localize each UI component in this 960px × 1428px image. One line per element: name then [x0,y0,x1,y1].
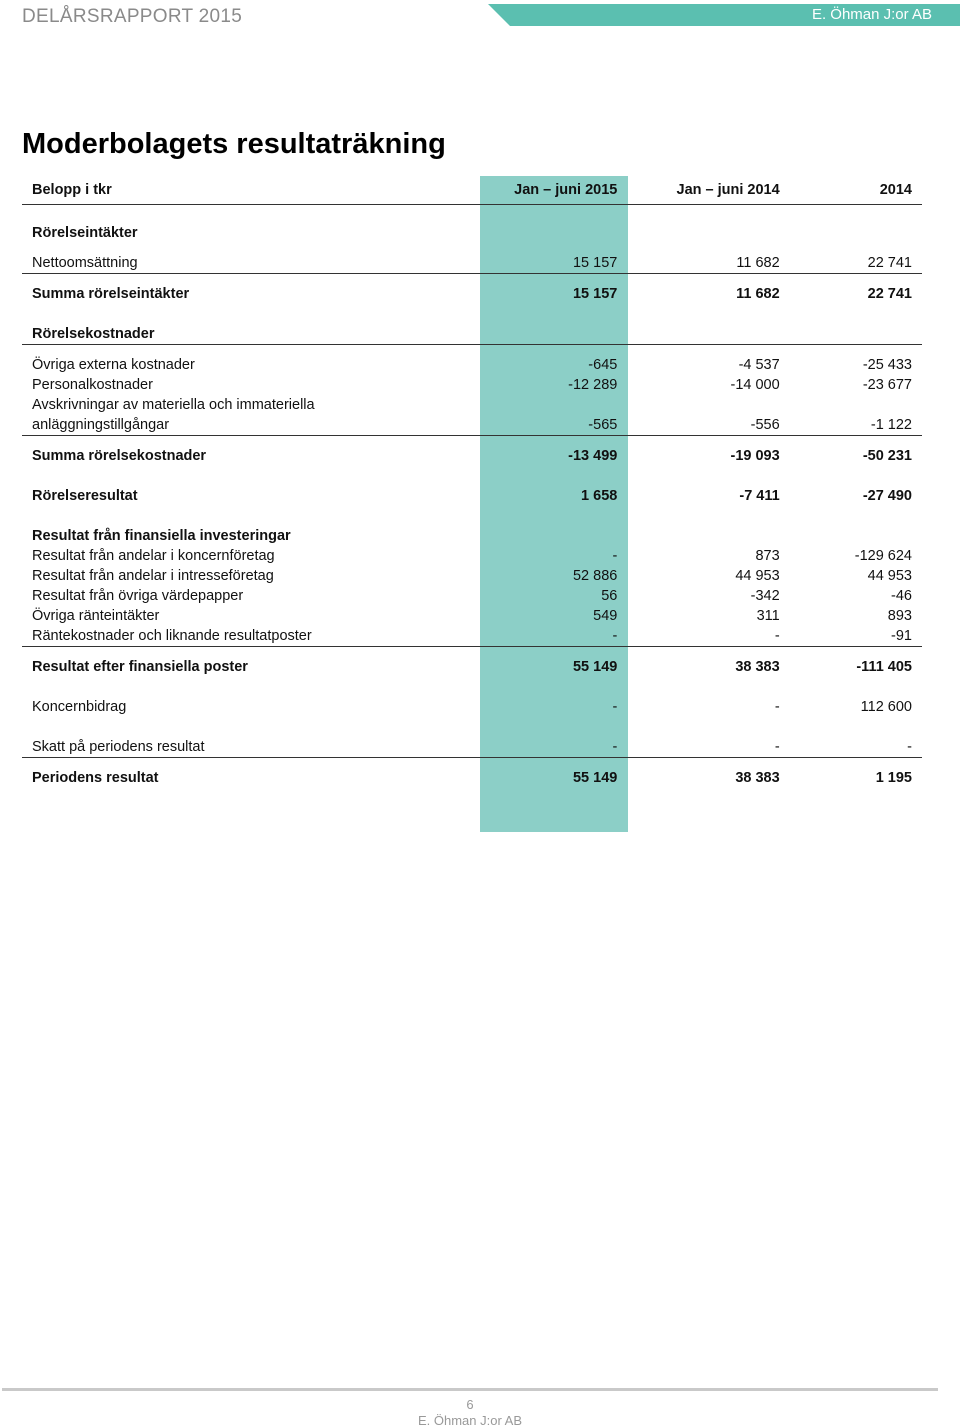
table-row [22,697,922,717]
value-cell: 44 953 [735,568,780,584]
value-cell: -91 [790,626,922,647]
value-cell: -19 093 [730,448,780,464]
value-cell: -12 289 [568,377,618,393]
value-cell: 873 [755,548,780,564]
value-cell: 22 741 [790,253,922,274]
value-cell: -7 411 [739,488,780,504]
row-label: Avskrivningar av materiella och immateriella [32,397,315,413]
value-cell: 44 953 [867,568,912,584]
table-row [22,586,922,606]
column-header-2015h1: Jan – juni 2015 [479,176,627,205]
value-cell: -565 [479,415,627,436]
value-cell: 55 149 [572,659,618,675]
table-header-row [22,176,922,205]
value-cell: 311 [756,608,780,624]
value-cell: -1 122 [790,415,922,436]
table-row [22,626,922,647]
value-cell: -27 490 [862,488,912,504]
value-cell: 549 [593,608,618,624]
table-row [22,737,922,758]
row-label: Resultat från övriga värdepapper [32,588,244,604]
row-label: Summa rörelseintäkter [32,286,190,302]
row-label: Övriga ränteintäkter [32,608,160,624]
value-cell: 11 682 [736,286,780,302]
table-row [22,657,922,677]
footer-company-name: E. Öhman J:or AB [417,1413,523,1428]
row-label: Rörelseresultat [32,488,138,504]
row-label: Resultat efter finansiella poster [32,659,248,675]
value-cell: -13 499 [568,448,618,464]
table-row [22,415,922,436]
value-cell: -50 231 [862,448,912,464]
row-label: Summa rörelsekostnader [32,448,207,464]
value-cell: 38 383 [735,770,780,786]
value-cell: 15 157 [572,286,618,302]
value-cell: - [774,699,780,715]
page-title: Moderbolagets resultaträkning [22,128,446,160]
header-company-name: E. Öhman J:or AB [811,6,932,23]
table-row [22,253,922,274]
row-label: Skatt på periodens resultat [22,737,479,758]
value-cell: - [612,548,618,564]
column-header-2014h1: Jan – juni 2014 [627,176,789,205]
value-cell: 55 149 [572,770,618,786]
value-cell: - [612,699,618,715]
table-row [22,355,922,375]
value-cell: 1 195 [875,770,912,786]
footer-divider [2,1388,938,1391]
row-label: Rörelsekostnader [22,324,479,345]
row-label: Nettoomsättning [22,253,479,274]
table-row [22,566,922,586]
value-cell: -556 [627,415,789,436]
table-row [22,768,922,788]
row-label: Resultat från andelar i intresseföretag [32,568,274,584]
row-label: Resultat från andelar i koncernföretag [32,548,275,564]
value-cell: -645 [588,357,618,373]
row-label: Personalkostnader [32,377,153,393]
value-cell: - [790,737,922,758]
value-cell: - [627,626,789,647]
report-header-title: DELÅRSRAPPORT 2015 [22,6,243,27]
table-row [22,486,922,506]
value-cell: -4 537 [738,357,780,373]
value-cell: - [479,626,627,647]
row-label: Koncernbidrag [32,699,127,715]
table-row [22,284,922,304]
row-label: Rörelseintäkter [32,225,138,241]
page-number: 6 [466,1397,474,1412]
row-label: Periodens resultat [32,770,159,786]
value-cell: 112 600 [860,699,912,715]
row-label: Resultat från finansiella investeringar [32,528,291,544]
table-row [22,395,922,415]
value-cell: 15 157 [479,253,627,274]
row-label: Räntekostnader och liknande resultatposter [22,626,479,647]
value-cell: 38 383 [735,659,780,675]
value-cell: -25 433 [862,357,912,373]
value-cell: -129 624 [854,548,912,564]
table-row [22,526,922,546]
value-cell: 893 [887,608,912,624]
table-row [22,546,922,566]
row-label: anläggningstillgångar [22,415,479,436]
value-cell: -342 [750,588,780,604]
table-row [22,606,922,626]
value-cell: -46 [891,588,912,604]
value-cell: 11 682 [627,253,789,274]
table-row [22,375,922,395]
value-cell: -23 677 [862,377,912,393]
value-cell: 1 658 [581,488,618,504]
column-header-label: Belopp i tkr [22,176,479,205]
value-cell: 22 741 [867,286,912,302]
table-row [22,446,922,466]
table-row [22,223,922,243]
value-cell: - [479,737,627,758]
column-header-2014: 2014 [790,176,922,205]
row-label: Övriga externa kostnader [32,357,195,373]
value-cell: -14 000 [730,377,780,393]
value-cell: - [627,737,789,758]
income-statement-table [22,176,922,788]
value-cell: 56 [601,588,618,604]
value-cell: 52 886 [572,568,618,584]
value-cell: -111 405 [856,659,912,675]
table-row [22,324,922,345]
